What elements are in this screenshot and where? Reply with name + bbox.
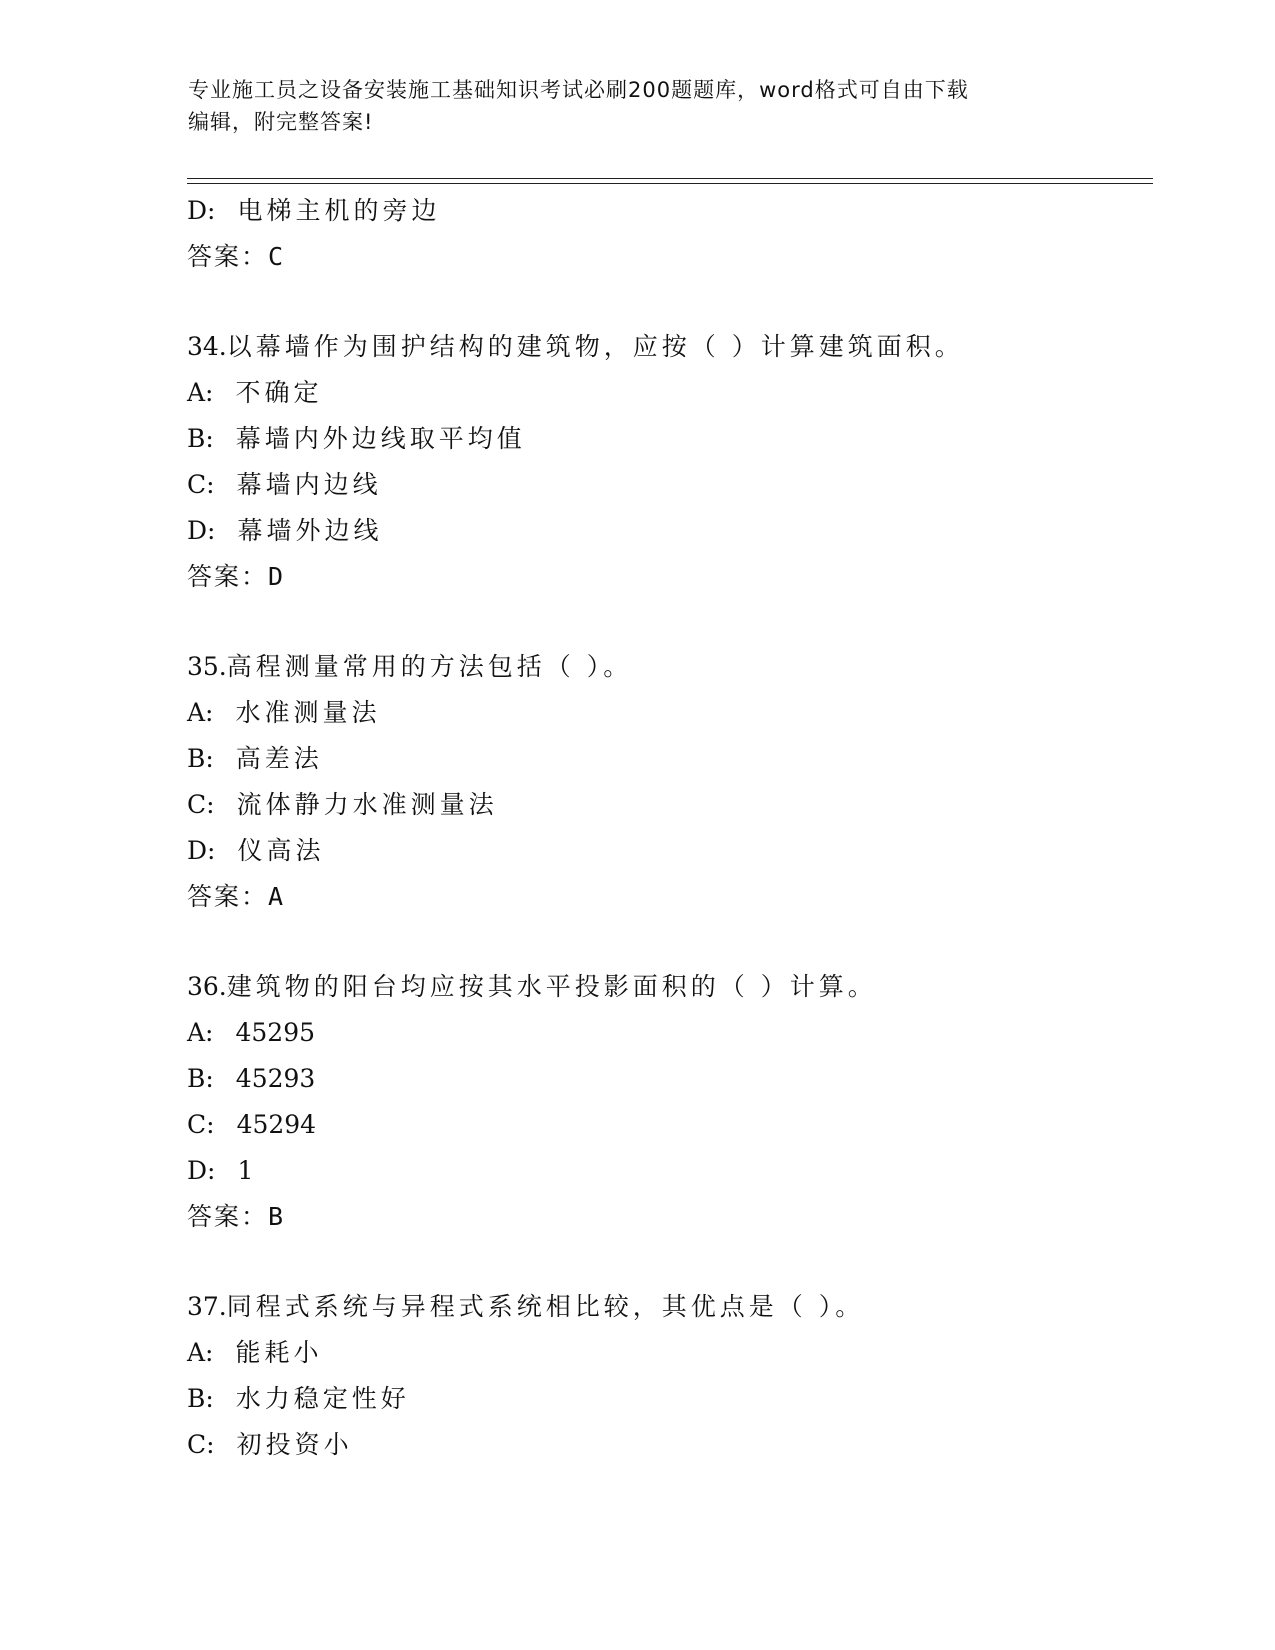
answer-value: D [268,562,284,591]
option-c [187,1422,1153,1468]
header-line-2: 编辑，附完整答案! [188,110,374,134]
option-c [187,462,1153,508]
option-text: 高差法 [235,744,323,773]
option-b [187,1376,1153,1422]
answer-label: 答案： [187,562,269,591]
option-letter: A: [187,1338,214,1367]
option-text: 初投资小 [236,1430,353,1459]
option-letter: C: [187,790,215,819]
question-34 [187,324,1153,370]
option-text: 幕墙外边线 [237,516,383,545]
option-letter: C: [187,470,215,499]
option-text: 能耗小 [235,1338,323,1367]
option-d [187,188,1153,234]
option-letter: A: [187,698,214,727]
option-text: 水准测量法 [235,698,381,727]
option-b [187,736,1153,782]
option-text: 幕墙内边线 [236,470,382,499]
option-letter: C: [187,1110,215,1139]
option-b [187,416,1153,462]
option-letter: D: [187,836,216,865]
question-text: 同程式系统与异程式系统相比较，其优点是（ ）。 [226,1292,865,1321]
answer-value: C [268,242,284,271]
option-text: 幕墙内外边线取平均值 [235,424,526,453]
question-list [187,188,1153,1468]
answer-value: B [268,1202,284,1231]
question-text: 以幕墙作为围护结构的建筑物，应按（ ）计算建筑面积。 [226,332,964,361]
header-divider-bottom [187,183,1153,184]
question-35 [187,644,1153,690]
option-letter: B: [187,424,214,453]
option-text: 仪高法 [237,836,325,865]
option-c [187,1102,1153,1148]
header-line-1: 专业施工员之设备安装施工基础知识考试必刷200题题库，word格式可自由下载 [188,78,969,102]
question-number: 36. [187,972,227,1001]
question-37 [187,1284,1153,1330]
option-letter: A: [187,1018,214,1047]
option-b [187,1056,1153,1102]
answer-label: 答案： [187,242,269,271]
header-divider-top [187,178,1153,179]
question-text: 高程测量常用的方法包括（ ）。 [226,652,633,681]
question-number: 34. [187,332,227,361]
option-a [187,1330,1153,1376]
option-d [187,828,1153,874]
question-text: 建筑物的阳台均应按其水平投影面积的（ ）计算。 [226,972,877,1001]
option-a [187,370,1153,416]
answer-line [187,1194,1153,1240]
option-text: 1 [237,1156,254,1185]
option-text: 45294 [236,1110,317,1139]
option-text: 水力稳定性好 [235,1384,410,1413]
option-text: 电梯主机的旁边 [237,196,441,225]
document-header [188,74,1088,138]
option-letter: B: [187,744,214,773]
option-letter: D: [187,1156,216,1185]
option-letter: A: [187,378,214,407]
answer-line [187,874,1153,920]
option-text: 45295 [235,1018,316,1047]
option-text: 不确定 [235,378,323,407]
option-a [187,690,1153,736]
answer-value: A [268,882,284,911]
option-text: 45293 [235,1064,316,1093]
option-letter: D: [187,196,216,225]
option-letter: D: [187,516,216,545]
option-d [187,1148,1153,1194]
option-c [187,782,1153,828]
answer-label: 答案： [187,882,269,911]
question-36 [187,964,1153,1010]
option-text: 流体静力水准测量法 [236,790,498,819]
question-number: 35. [187,652,227,681]
answer-line [187,554,1153,600]
option-d [187,508,1153,554]
option-a [187,1010,1153,1056]
option-letter: B: [187,1384,214,1413]
option-letter: C: [187,1430,215,1459]
option-letter: B: [187,1064,214,1093]
answer-line [187,234,1153,280]
question-number: 37. [187,1292,227,1321]
answer-label: 答案： [187,1202,269,1231]
